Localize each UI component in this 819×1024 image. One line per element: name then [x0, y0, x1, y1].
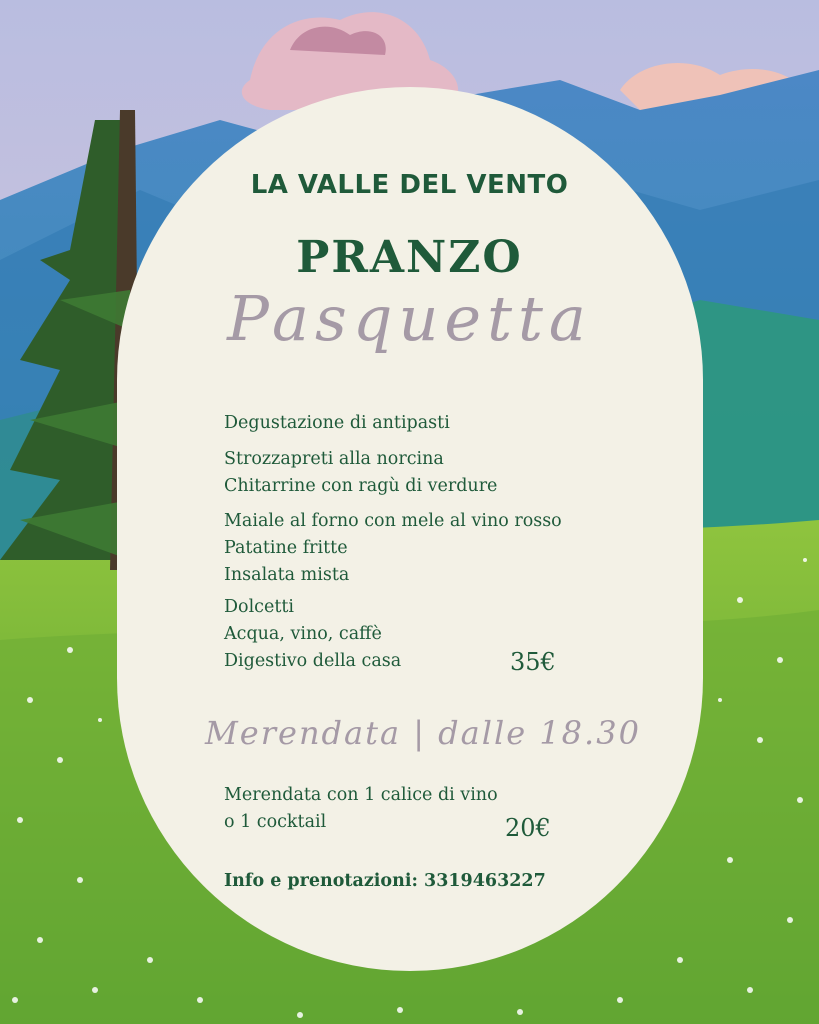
menu-item: Strozzapreti alla norcina	[224, 449, 444, 469]
lunch-price: 35€	[510, 648, 556, 676]
merenda-item: Merendata con 1 calice di vino	[224, 785, 498, 805]
menu-title: PRANZO	[296, 232, 523, 283]
booking-info: Info e prenotazioni: 3319463227	[224, 871, 546, 891]
menu-item: Maiale al forno con mele al vino rosso	[224, 511, 562, 531]
menu-item: Dolcetti	[224, 597, 294, 617]
merenda-item: o 1 cocktail	[224, 812, 327, 832]
restaurant-name: LA VALLE DEL VENTO	[250, 170, 569, 200]
menu-subtitle: Pasquetta	[227, 282, 592, 355]
menu-item: Chitarrine con ragù di verdure	[224, 476, 498, 496]
menu-item: Patatine fritte	[224, 538, 348, 558]
merenda-price: 20€	[505, 814, 551, 842]
menu-item: Degustazione di antipasti	[224, 413, 450, 433]
merenda-title: Merendata | dalle 18.30	[205, 714, 641, 752]
menu-item: Digestivo della casa	[224, 651, 402, 671]
menu-item: Insalata mista	[224, 565, 350, 585]
menu-item: Acqua, vino, caffè	[224, 624, 382, 644]
